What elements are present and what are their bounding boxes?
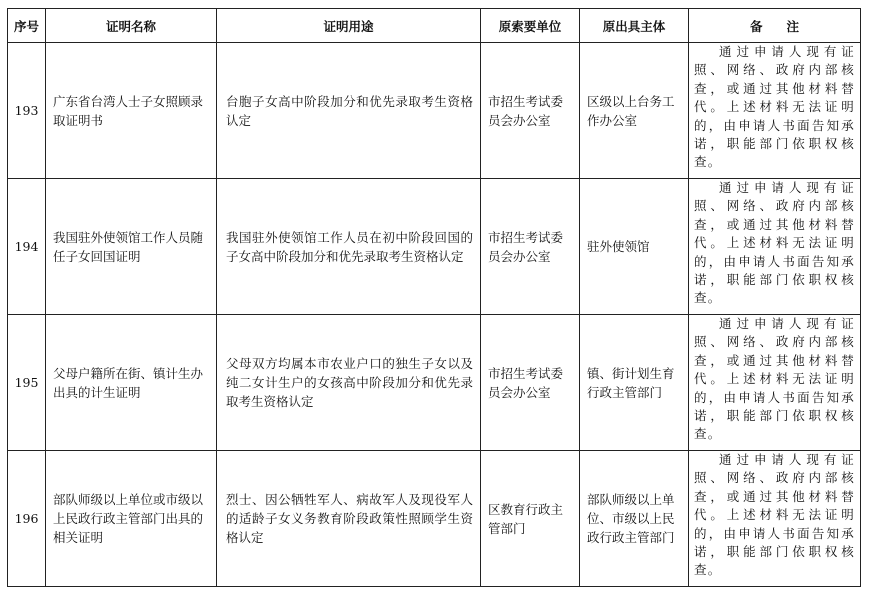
cell-dept: 市招生考试委员会办公室 [481, 179, 580, 315]
remark-text: 通过申请人现有证照、网络、政府内部核查，或通过其他材料替代。上述材料无法证明的，由申请人书面告知承诺，职能部门依职权核查。 [694, 180, 855, 306]
header-remark-label: 备注 [749, 18, 823, 34]
cell-purpose: 烈士、因公牺牲军人、病故军人及现役军人的适龄子女义务教育阶段政策性照顾学生资格认定 [217, 451, 481, 587]
cell-purpose: 我国驻外使领馆工作人员在初中阶段回国的子女高中阶段加分和优先录取考生资格认定 [217, 179, 481, 315]
cell-remark [689, 451, 861, 587]
cell-name: 广东省台湾人士子女照顾录取证明书 [46, 43, 217, 179]
cell-name: 我国驻外使领馆工作人员随任子女回国证明 [46, 179, 217, 315]
remark-text: 通过申请人现有证照、网络、政府内部核查，或通过其他材料替代。上述材料无法证明的，由申请人书面告知承诺，职能部门依职权核查。 [694, 316, 855, 442]
header-name: 证明名称 [46, 9, 217, 43]
cell-dept: 市招生考试委员会办公室 [481, 43, 580, 179]
certificate-table [7, 8, 861, 587]
header-purpose: 证明用途 [217, 9, 481, 43]
table-row [8, 451, 861, 587]
header-issuer: 原出具主体 [580, 9, 689, 43]
cell-seq: 196 [8, 451, 46, 587]
cell-remark [689, 179, 861, 315]
cell-issuer: 镇、街计划生育行政主管部门 [580, 315, 689, 451]
cell-name: 父母户籍所在街、镇计生办出具的计生证明 [46, 315, 217, 451]
cell-dept: 区教育行政主管部门 [481, 451, 580, 587]
cell-remark [689, 43, 861, 179]
table-row [8, 315, 861, 451]
cell-seq: 194 [8, 179, 46, 315]
header-dept: 原索要单位 [481, 9, 580, 43]
cell-issuer: 区级以上台务工作办公室 [580, 43, 689, 179]
cell-issuer: 部队师级以上单位、市级以上民政行政主管部门 [580, 451, 689, 587]
remark-text: 通过申请人现有证照、网络、政府内部核查，或通过其他材料替代。上述材料无法证明的，由申请人书面告知承诺，职能部门依职权核查。 [694, 452, 855, 578]
header-remark [689, 9, 861, 43]
table-row [8, 43, 861, 179]
cell-seq: 193 [8, 43, 46, 179]
table-row [8, 179, 861, 315]
cell-seq: 195 [8, 315, 46, 451]
table-header-row [8, 9, 861, 43]
cell-dept: 市招生考试委员会办公室 [481, 315, 580, 451]
cell-remark [689, 315, 861, 451]
cell-issuer: 驻外使领馆 [580, 179, 689, 315]
header-seq: 序号 [8, 9, 46, 43]
cell-name: 部队师级以上单位或市级以上民政行政主管部门出具的相关证明 [46, 451, 217, 587]
cell-purpose: 台胞子女高中阶段加分和优先录取考生资格认定 [217, 43, 481, 179]
remark-text: 通过申请人现有证照、网络、政府内部核查，或通过其他材料替代。上述材料无法证明的，由申请人书面告知承诺，职能部门依职权核查。 [694, 44, 855, 170]
cell-purpose: 父母双方均属本市农业户口的独生子女以及纯二女计生户的女孩高中阶段加分和优先录取考生资格认定 [217, 315, 481, 451]
